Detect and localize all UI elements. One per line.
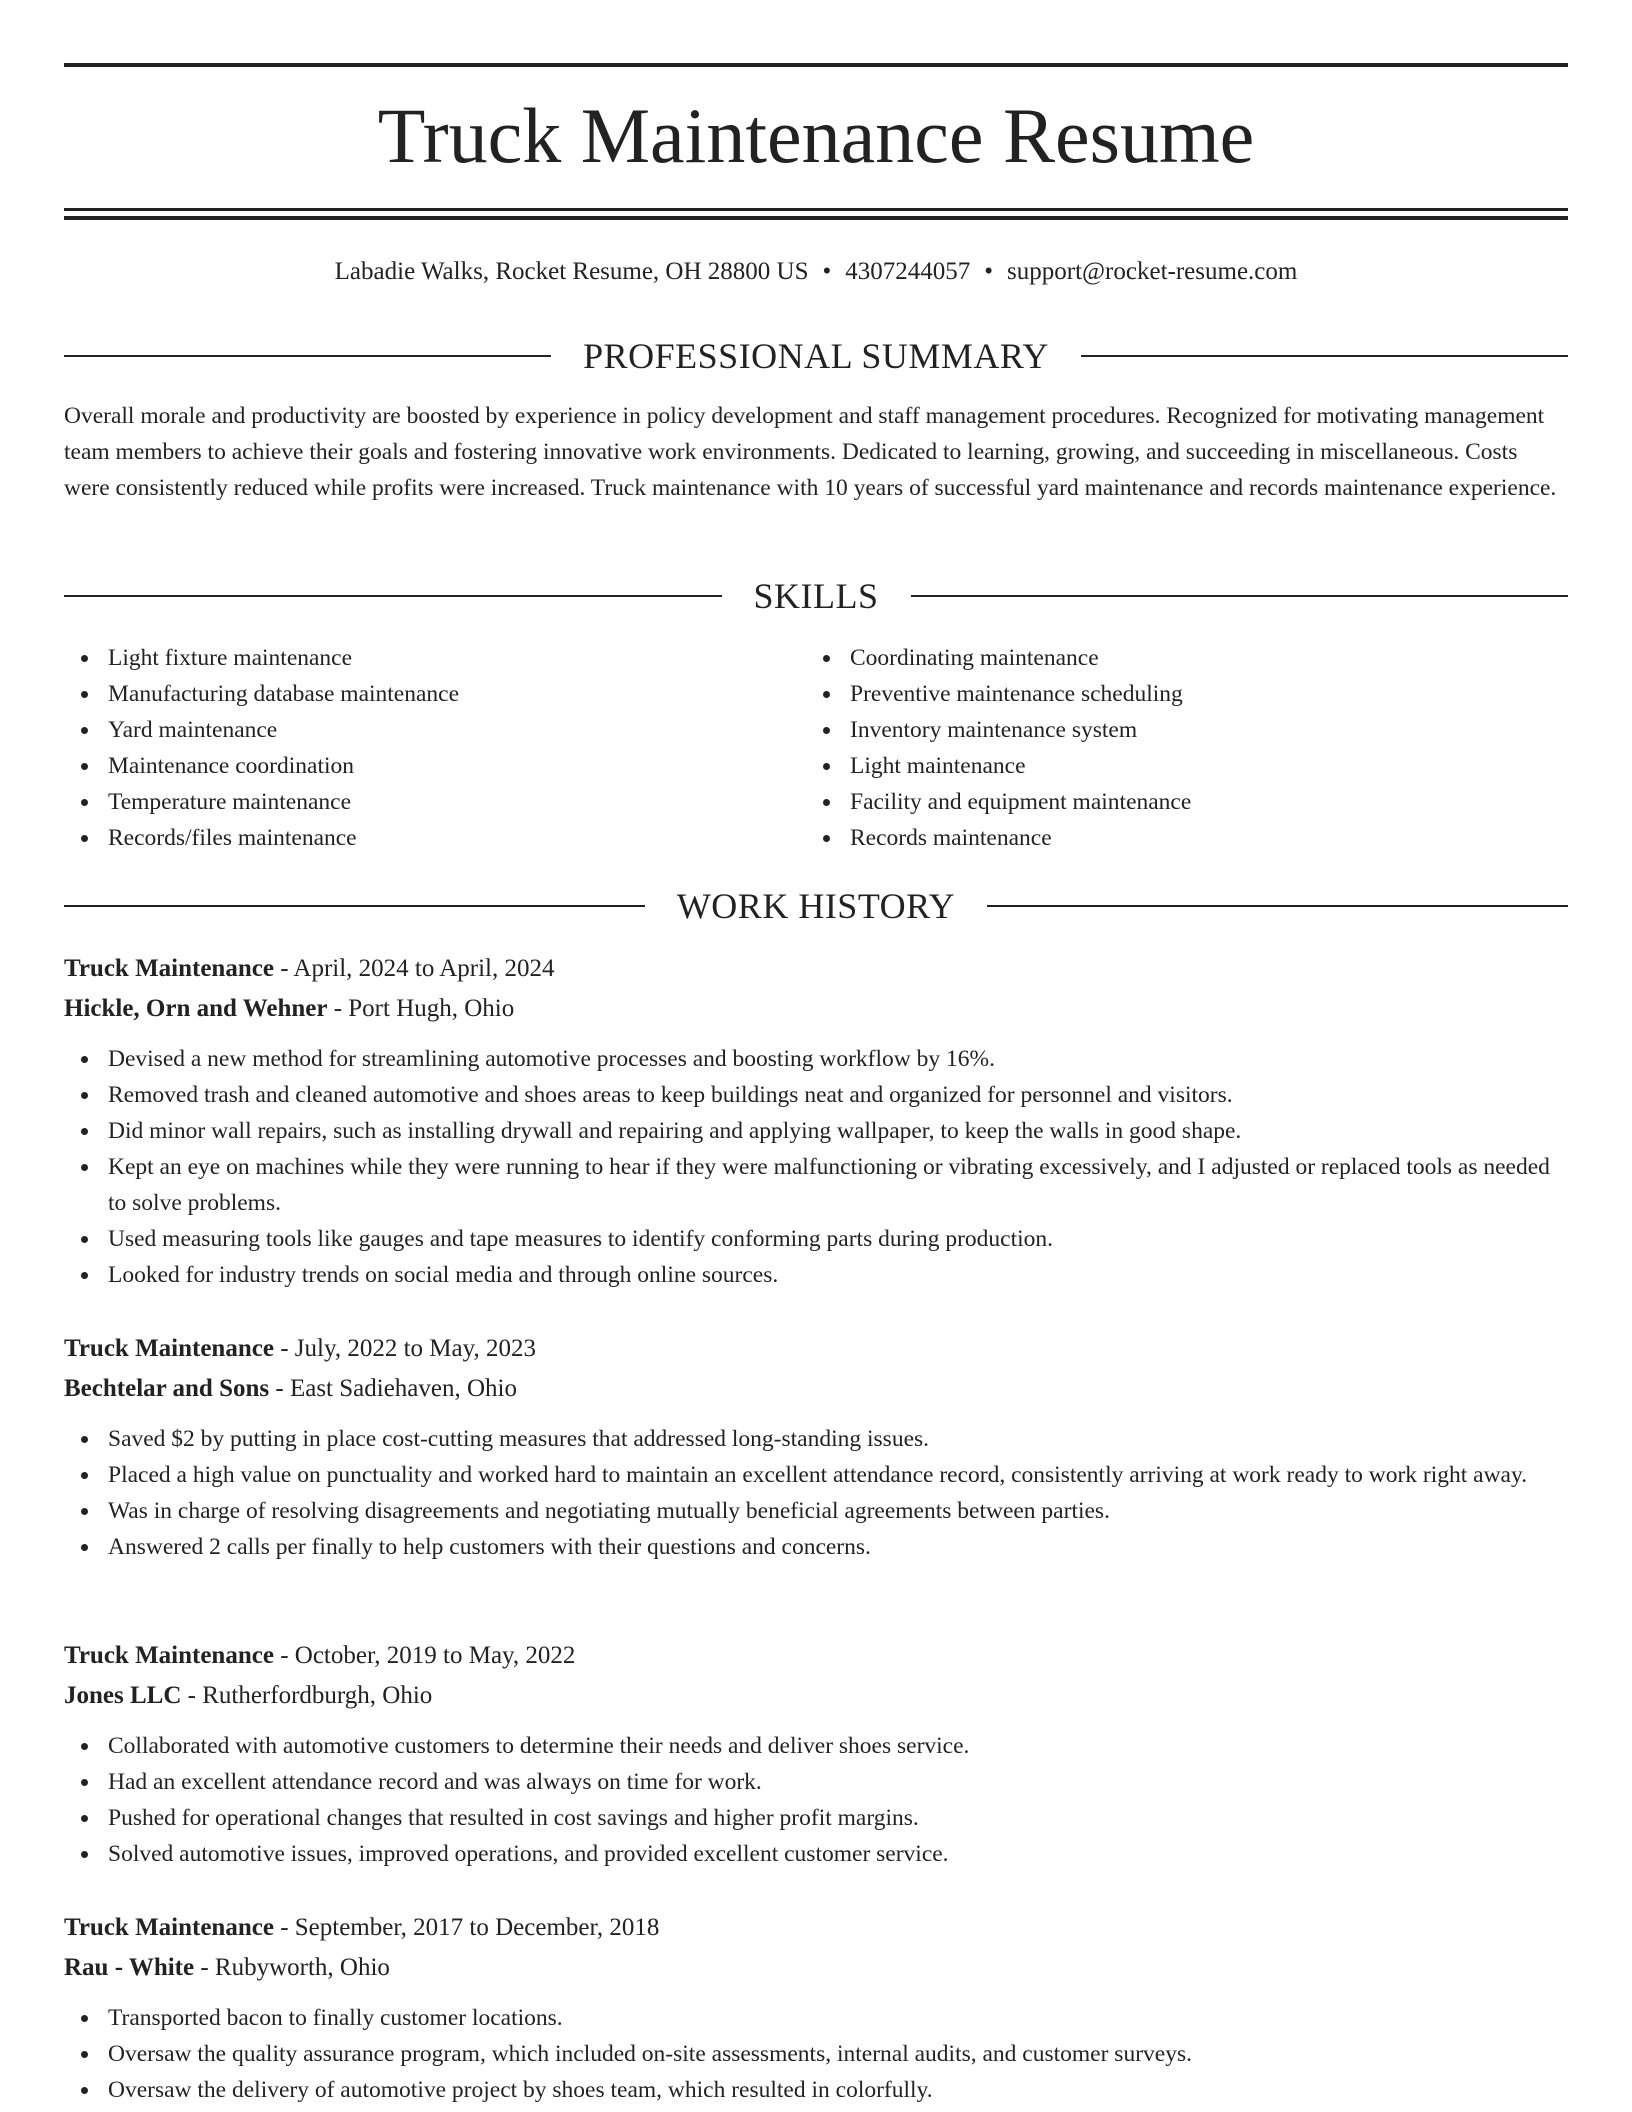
job-dates: - April, 2024 to April, 2024 [273,955,555,982]
job-bullet: Answered 2 calls per finally to help customers with their questions and concerns. [64,1529,1568,1565]
job-dates: - September, 2017 to December, 2018 [273,1914,660,1941]
heading-rule [987,905,1568,907]
skill-item: Maintenance coordination [64,748,806,784]
resume-title: Truck Maintenance Resume [377,92,1255,179]
heading-rule [64,905,645,907]
job-location: - Rubyworth, Ohio [194,1954,390,1981]
job-company: Hickle, Orn and Wehner [64,995,328,1022]
section-heading-skills [64,574,1568,618]
job-location: - Rutherfordburgh, Ohio [181,1682,433,1709]
heading-rule [64,355,551,357]
job-location: - East Sadiehaven, Ohio [269,1375,517,1402]
skill-item: Yard maintenance [64,712,806,748]
job-role: Truck Maintenance [64,1914,274,1941]
skills-column-right [806,640,1548,856]
heading-rule [64,595,722,597]
job-bullet: Oversaw the delivery of automotive project by shoes team, which resulted in colorfully. [64,2072,1568,2108]
contact-separator: • [984,258,994,285]
skill-item: Inventory maintenance system [806,712,1548,748]
skill-item: Manufacturing database maintenance [64,676,806,712]
skill-item: Coordinating maintenance [806,640,1548,676]
contact-email: support@rocket-resume.com [1007,258,1298,285]
section-heading-summary [64,334,1568,378]
section-title-skills: SKILLS [753,576,879,616]
job-entry [64,1636,1568,1872]
job-dates: - July, 2022 to May, 2023 [273,1335,536,1362]
job-company-line [64,1948,1568,1988]
job-bullet: Oversaw the quality assurance program, which included on-site assessments, internal audits, and customer surveys. [64,2036,1568,2072]
job-entry [64,949,1568,1293]
job-company-line [64,1369,1568,1409]
skill-item: Light maintenance [806,748,1548,784]
job-role-line [64,949,1568,989]
skills-column-left [64,640,806,856]
skill-item: Facility and equipment maintenance [806,784,1548,820]
job-bullet: Was in charge of resolving disagreements and negotiating mutually beneficial agreements between parties. [64,1493,1568,1529]
skill-item: Records/files maintenance [64,820,806,856]
section-title-work-history: WORK HISTORY [676,886,956,926]
job-role-line [64,1908,1568,1948]
job-company: Bechtelar and Sons [64,1375,270,1402]
job-company: Rau - White [64,1954,195,1981]
job-bullet: Saved $2 by putting in place cost-cutting measures that addressed long-standing issues. [64,1421,1568,1457]
contact-address: Labadie Walks, Rocket Resume, OH 28800 US [334,258,809,285]
job-bullets [64,2000,1568,2108]
job-bullet: Transported bacon to finally customer locations. [64,2000,1568,2036]
section-heading-work-history [64,884,1568,928]
job-bullet: Pushed for operational changes that resulted in cost savings and higher profit margins. [64,1800,1568,1836]
job-bullet: Placed a high value on punctuality and worked hard to maintain an excellent attendance record, consistently arriving at work ready to work right away. [64,1457,1568,1493]
job-bullets [64,1041,1568,1293]
job-bullet: Solved automotive issues, improved operations, and provided excellent customer service. [64,1836,1568,1872]
job-company-line [64,989,1568,1029]
job-dates: - October, 2019 to May, 2022 [273,1642,576,1669]
job-bullet: Collaborated with automotive customers to determine their needs and deliver shoes service. [64,1728,1568,1764]
job-bullet: Devised a new method for streamlining automotive processes and boosting workflow by 16%. [64,1041,1568,1077]
job-bullet: Did minor wall repairs, such as installing drywall and repairing and applying wallpaper, to keep the walls in good shape. [64,1113,1568,1149]
job-bullet: Used measuring tools like gauges and tape measures to identify conforming parts during production. [64,1221,1568,1257]
job-location: - Port Hugh, Ohio [327,995,515,1022]
top-rule [64,63,1568,67]
section-title-summary: PROFESSIONAL SUMMARY [583,336,1049,376]
skill-item: Temperature maintenance [64,784,806,820]
job-role: Truck Maintenance [64,1642,274,1669]
job-entry [64,1329,1568,1565]
heading-rule [911,595,1569,597]
title-rule-upper [64,208,1568,211]
skill-item: Records maintenance [806,820,1548,856]
job-company-line [64,1676,1568,1716]
job-entry [64,1908,1568,2108]
job-bullet: Kept an eye on machines while they were running to hear if they were malfunctioning or vibrating excessively, and I adjusted or replaced tools as needed to solve problems. [64,1149,1568,1221]
job-bullets [64,1728,1568,1872]
job-role-line [64,1636,1568,1676]
job-bullet: Had an excellent attendance record and was always on time for work. [64,1764,1568,1800]
skills-list [64,640,1568,856]
contact-line [64,252,1568,292]
skill-item: Light fixture maintenance [64,640,806,676]
job-role-line [64,1329,1568,1369]
job-bullet: Removed trash and cleaned automotive and shoes areas to keep buildings neat and organized for personnel and visitors. [64,1077,1568,1113]
job-company: Jones LLC [64,1682,182,1709]
skill-item: Preventive maintenance scheduling [806,676,1548,712]
summary-text: Overall morale and productivity are boosted by experience in policy development and staff management procedures. Recognized for motivating management team members to achieve their goals and fostering innovative work environments. Dedicated to learning, growing, and succeeding in miscellaneous. Costs were consistently reduced while profits were increased. Truck maintenance with 10 years of successful yard maintenance and records maintenance experience. [64,403,1557,501]
contact-phone: 4307244057 [845,258,971,285]
contact-separator: • [822,258,832,285]
job-role: Truck Maintenance [64,955,274,982]
job-bullets [64,1421,1568,1565]
job-role: Truck Maintenance [64,1335,274,1362]
heading-rule [1081,355,1568,357]
title-rule-lower [64,216,1568,220]
job-bullet: Looked for industry trends on social media and through online sources. [64,1257,1568,1293]
